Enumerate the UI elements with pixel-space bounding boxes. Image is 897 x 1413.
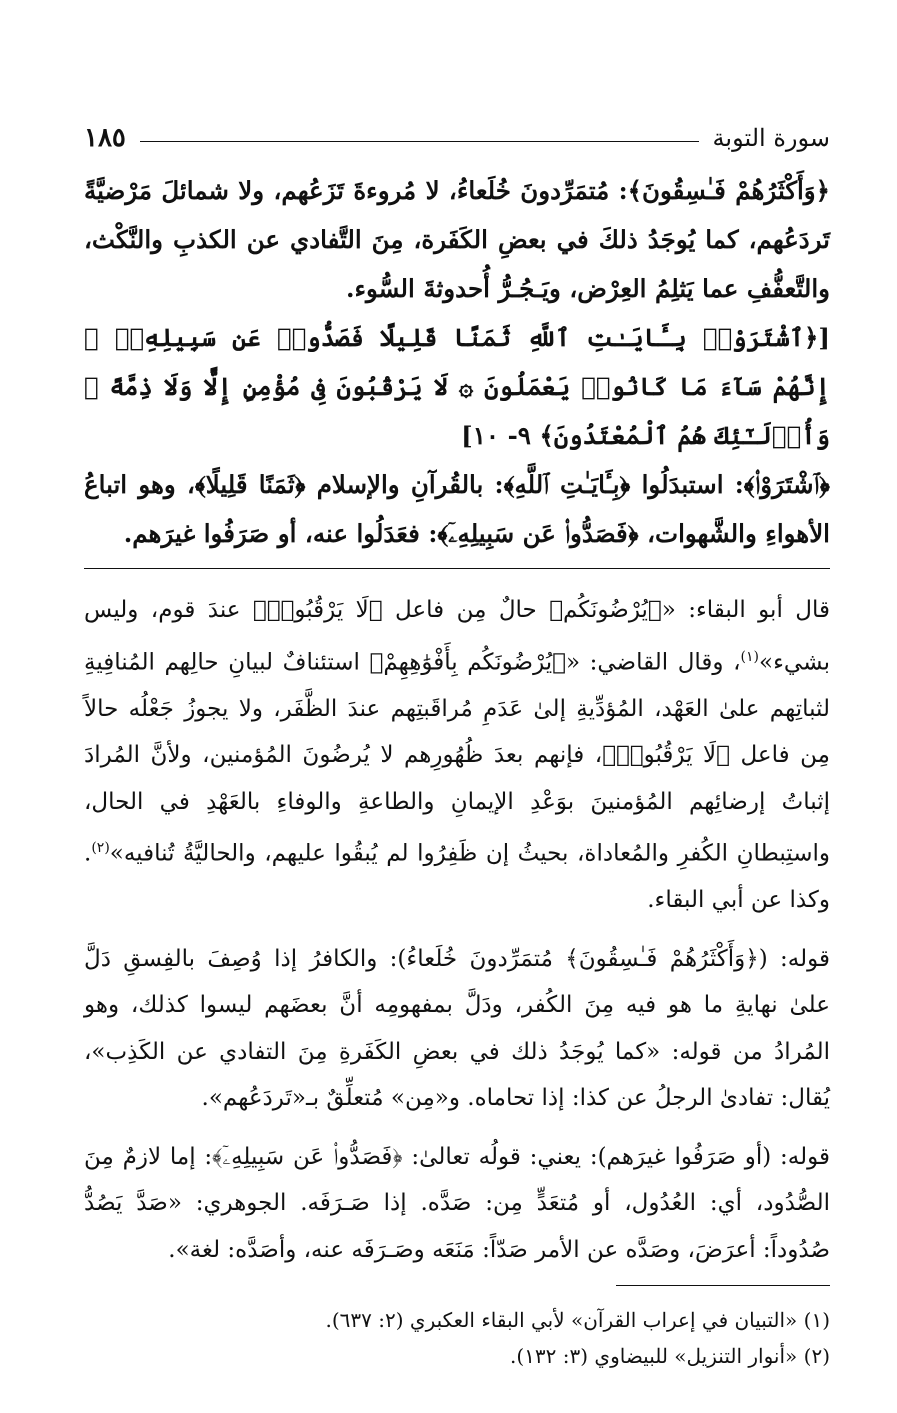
main-paragraph: ﴿وَأَكْثَرُهُمْ فَـٰسِقُونَ﴾: مُتمَرِّدونَ خُلَعاءُ، لا مُروءةَ تَزَعُهم، ولا شمائلَ مَرْضيَّةً تَردَعُهم، كما يُوجَدُ ذلكَ في بعضِ الكَفَرة، مِنَ التَّفادي عن الكذبِ والنَّكْث، والتَّعفُّفِ عما يَثلِمُ العِرْض، ويَـجُـرُّ أُحدوثةَ السُّوء. <box>84 176 830 303</box>
commentary <box>84 587 830 1273</box>
commentary-text: . وكذا عن أبي البقاء. <box>84 840 830 914</box>
footnotes <box>84 1302 830 1374</box>
page-number: ١٨٥ <box>84 123 126 153</box>
footnote-marker[interactable]: (٢) <box>91 840 110 857</box>
commentary-text: ، وقال القاضي: «﴿يُرْضُونَكُم بِأَفْوَٰهِهِمْ﴾ استئنافٌ لبيانِ حالِهم المُنافِيةِ لثباتِهم علىٰ العَهْد، المُؤدِّيةِ إلىٰ عَدَمِ مُراقَبتِهم عندَ الظَّفَر، ولا يجوزُ جَعْلُه حالاً مِن فاعل ﴿لَا يَرْقُبُوا۟﴾، فإنهم بعدَ ظُهُورِهم لا يُرضُونَ المُؤمنين، ولأنَّ المُرادَ إثباتُ إرضائِهم المُؤمنينَ بوَعْدِ الإيمانِ والطاعةِ والوفاءِ بالعَهْدِ في الحال، واستِبطانِ الكُفرِ والمُعاداة، بحيثُ إن ظَفِرُوا لم يُبقُوا عليهم، والحاليَّةُ تُنافيه» <box>84 649 830 867</box>
footnote-marker[interactable]: (١) <box>740 648 760 665</box>
header-rule <box>140 141 699 142</box>
main-paragraph: ﴿ٱشْتَرَوْا۟﴾: استبدَلُوا ﴿بِـَٔايَـٰتِ ٱللَّهِ﴾: بالقُرآنِ والإسلام ﴿ثَمَنًا قَلِيلًا﴾، وهو اتباعُ الأهواءِ والشَّهوات، ﴿فَصَدُّوا۟ عَن سَبِيلِهِۦٓ﴾: فعَدَلُوا عنه، أو صَرَفُوا غيرَهم. <box>84 470 830 548</box>
commentary-paragraph: قوله: (﴿وَأَكْثَرُهُمْ فَـٰسِقُونَ﴾ مُتمَرِّدونَ خُلَعاءُ): والكافرُ إذا وُصِفَ بالفِسقِ دَلَّ علىٰ نهايةِ ما هو فيه مِنَ الكُفر، ودَلَّ بمفهومِه أنَّ بعضَهم ليسوا كذلك، وهو المُرادُ من قوله: «كما يُوجَدُ ذلك في بعضِ الكَفَرةِ مِنَ التفادي عن الكَذِب»، يُقال: تفادىٰ الرجلُ عن كذا: إذا تحاماه. و«مِن» مُتعلِّقٌ بـ«تَردَعُهم». <box>84 945 830 1112</box>
commentary-separator <box>84 568 830 569</box>
main-text <box>84 166 830 558</box>
running-title: سورة التوبة <box>712 124 830 152</box>
commentary-text: قال أبو البقاء: «﴿يُرْضُونَكُم﴾ حالٌ مِن فاعل ﴿لَا يَرْقُبُوا۟﴾ عندَ قوم، وليس بشيء» <box>84 597 830 676</box>
page <box>84 118 830 1374</box>
quran-verse: [﴿ٱشْتَرَوْا۟ بِـَٔايَـٰتِ ٱللَّهِ ثَمَنًا قَلِيلًا فَصَدُّوا۟ عَن سَبِيلِهِۦٓ ۚ إِنَّهُمْ سَآءَ مَا كَانُوا۟ يَعْمَلُونَ ۞ لَا يَرْقُبُونَ فِى مُؤْمِنٍ إِلًّا وَلَا ذِمَّةً ۚ وَأُو۟لَـٰٓئِكَ هُمُ ٱلْمُعْتَدُونَ﴾ ٩- ١٠] <box>84 323 830 450</box>
page-header <box>84 118 830 158</box>
footnote: (١) «التبيان في إعراب القرآن» لأبي البقاء العكبري (٢: ٦٣٧). <box>325 1308 830 1333</box>
commentary-paragraph: قوله: (أو صَرَفُوا غيرَهم): يعني: قولُه تعالىٰ: ﴿فَصَدُّوا۟ عَن سَبِيلِهِۦٓ﴾: إما لازمٌ مِنَ الصُّدُود، أي: العُدُول، أو مُتعَدٍّ مِن: صَدَّه. إذا صَـرَفَه. الجوهري: «صَدَّ يَصُدُّ صُدُوداً: أعرَضَ، وصَدَّه عن الأمر صَدّاً: مَنَعَه وصَـرَفَه عنه، وأصَدَّه: لغة». <box>84 1143 830 1263</box>
footnote-rule <box>616 1285 830 1286</box>
footnote: (٢) «أنوار التنزيل» للبيضاوي (٣: ١٣٢). <box>509 1344 830 1369</box>
commentary-paragraph <box>84 587 830 924</box>
